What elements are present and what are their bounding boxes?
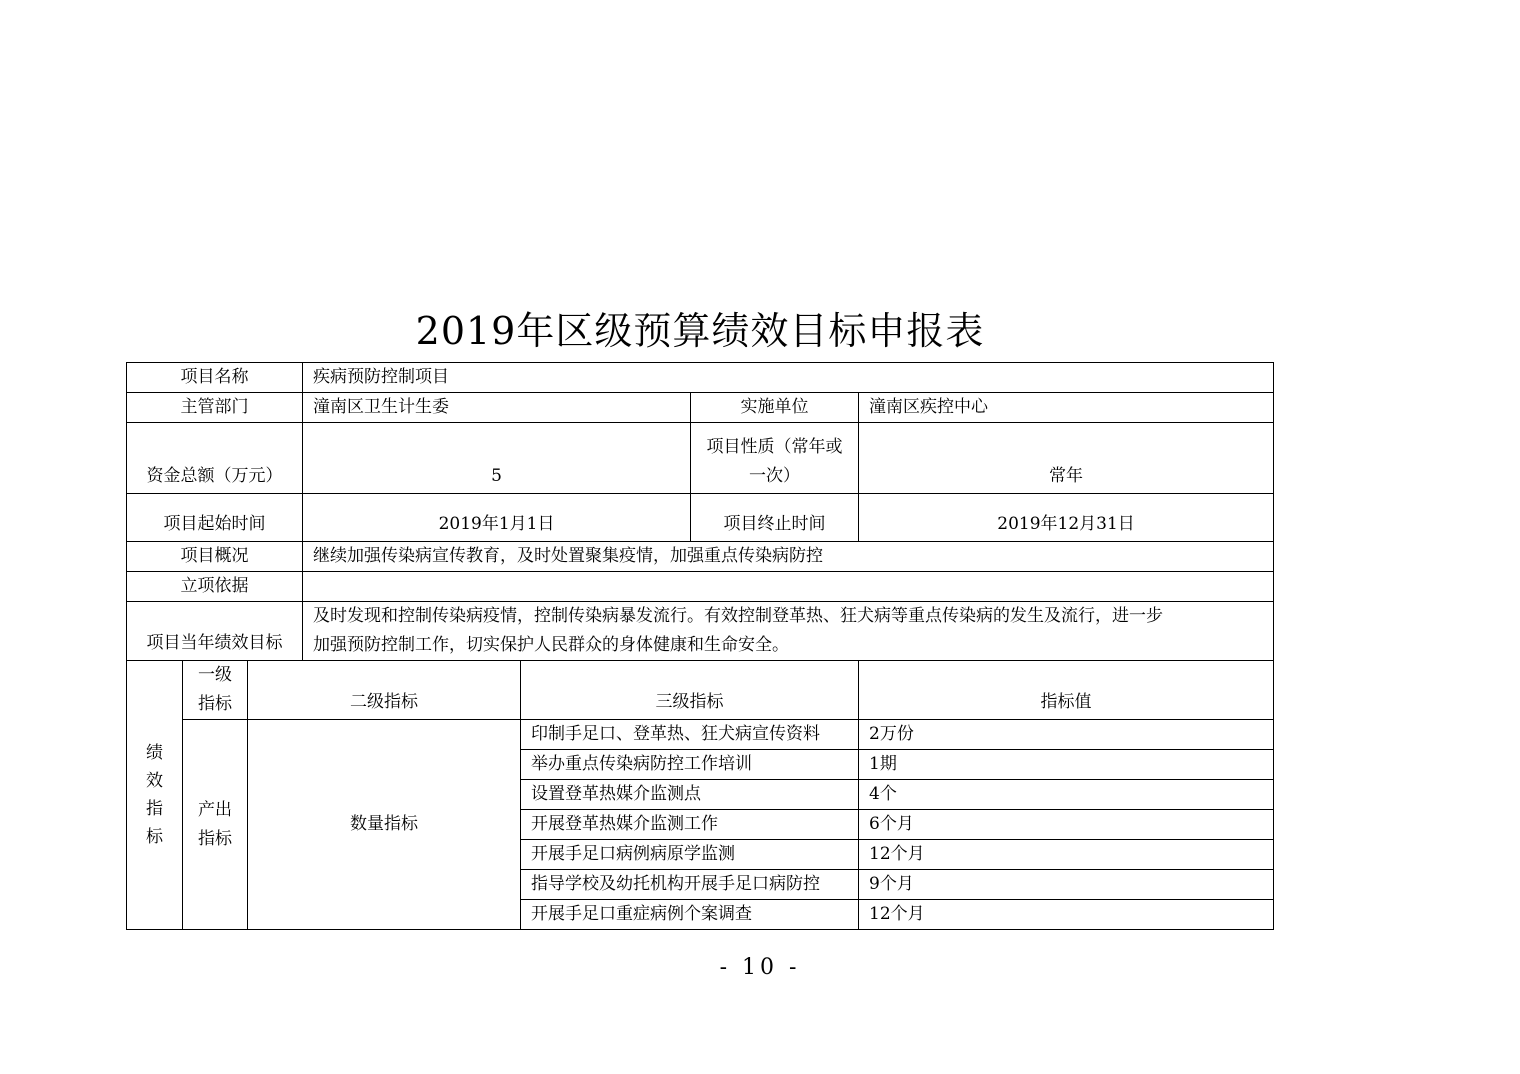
indicator-row: [127, 720, 1274, 750]
level1-value-line1: 产出: [198, 799, 232, 820]
funds-value: 5: [303, 423, 691, 494]
unit-label: 实施单位: [691, 393, 859, 423]
goal-value: [303, 602, 1274, 661]
indicator-name: 开展手足口重症病例个案调查: [521, 900, 859, 930]
nature-label-line1: 项目性质（常年或: [706, 437, 843, 457]
overview-value: 继续加强传染病宣传教育，及时处置聚集疫情，加强重点传染病防控: [303, 542, 1274, 572]
dept-value: 潼南区卫生计生委: [303, 393, 691, 423]
goal-line1: 及时发现和控制传染病疫情，控制传染病暴发流行。有效控制登革热、狂犬病等重点传染病的发生及流行，进一步: [313, 606, 1164, 626]
nature-label-line2: 一次）: [749, 466, 801, 486]
section-char: 指: [146, 799, 163, 819]
row-project-name: [127, 363, 1274, 393]
page-number: - 10 -: [719, 955, 801, 980]
indicator-value: 12个月: [859, 900, 1274, 930]
indicator-value: 4个: [859, 780, 1274, 810]
basis-label: 立项依据: [127, 572, 303, 602]
indicator-value: 9个月: [859, 870, 1274, 900]
row-basis: [127, 572, 1274, 602]
basis-value: [303, 572, 1274, 602]
end-date-label: 项目终止时间: [691, 494, 859, 542]
section-char: 效: [146, 771, 163, 791]
goal-line2: 加强预防控制工作，切实保护人民群众的身体健康和生命安全。: [313, 635, 790, 655]
indicator-value: 1期: [859, 750, 1274, 780]
indicator-name: 开展手足口病例病原学监测: [521, 840, 859, 870]
level1-value-line2: 指标: [198, 828, 232, 849]
indicator-value: 6个月: [859, 810, 1274, 840]
start-date-value: 2019年1月1日: [303, 494, 691, 542]
unit-value: 潼南区疾控中心: [859, 393, 1274, 423]
page-title: 2019年区级预算绩效目标申报表: [415, 309, 985, 353]
start-date-label: 项目起始时间: [127, 494, 303, 542]
level2-value: 数量指标: [248, 720, 521, 930]
level1-header: [183, 661, 248, 720]
overview-label: 项目概况: [127, 542, 303, 572]
project-name-label: 项目名称: [127, 363, 303, 393]
row-overview: [127, 542, 1274, 572]
level1-value: [183, 720, 248, 930]
goal-label: 项目当年绩效目标: [127, 602, 303, 661]
level2-header: 二级指标: [248, 661, 521, 720]
level3-header: 三级指标: [521, 661, 859, 720]
indicator-name: 设置登革热媒介监测点: [521, 780, 859, 810]
project-name-value: 疾病预防控制项目: [303, 363, 1274, 393]
row-dates: [127, 494, 1274, 542]
level1-header-line2: 指标: [198, 694, 232, 714]
budget-form-table: [126, 362, 1274, 930]
section-char: 绩: [146, 743, 163, 763]
row-goal: [127, 602, 1274, 661]
indicator-value: 12个月: [859, 840, 1274, 870]
level1-header-line1: 一级: [198, 665, 232, 685]
performance-indicator-section-label: [127, 661, 183, 930]
dept-label: 主管部门: [127, 393, 303, 423]
row-funds: [127, 423, 1274, 494]
value-header: 指标值: [859, 661, 1274, 720]
indicator-value: 2万份: [859, 720, 1274, 750]
nature-value: 常年: [859, 423, 1274, 494]
row-dept: [127, 393, 1274, 423]
indicator-name: 举办重点传染病防控工作培训: [521, 750, 859, 780]
indicator-name: 开展登革热媒介监测工作: [521, 810, 859, 840]
nature-label: [691, 423, 859, 494]
funds-label: 资金总额（万元）: [127, 423, 303, 494]
indicator-name: 印制手足口、登革热、狂犬病宣传资料: [521, 720, 859, 750]
row-indicator-header: [127, 661, 1274, 720]
section-char: 标: [146, 827, 163, 847]
end-date-value: 2019年12月31日: [859, 494, 1274, 542]
indicator-name: 指导学校及幼托机构开展手足口病防控: [521, 870, 859, 900]
